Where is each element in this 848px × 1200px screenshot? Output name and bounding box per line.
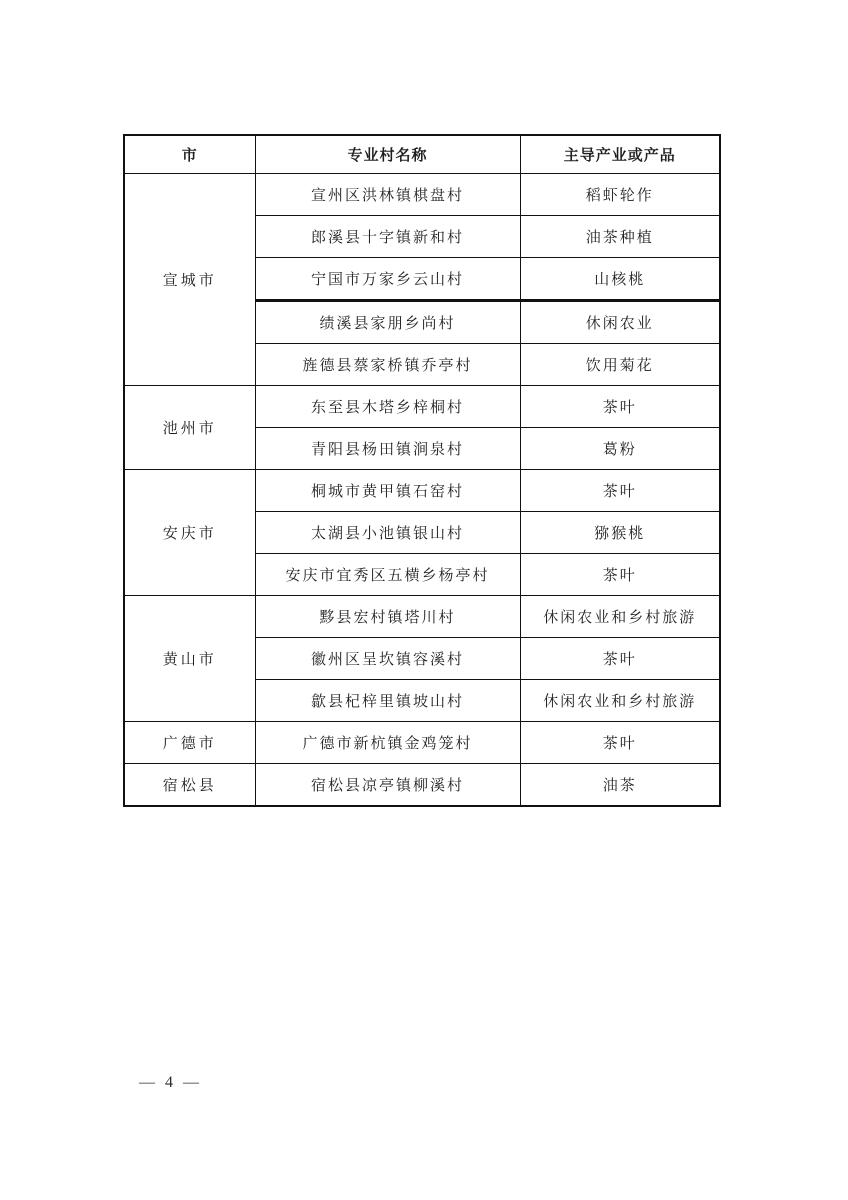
village-cell: 宣州区洪林镇棋盘村 — [255, 174, 520, 216]
column-header-industry: 主导产业或产品 — [520, 135, 720, 174]
village-cell: 绩溪县家朋乡尚村 — [255, 301, 520, 344]
industry-cell: 油茶种植 — [520, 216, 720, 258]
table-row — [124, 764, 720, 807]
table-row — [124, 174, 720, 216]
village-cell: 宁国市万家乡云山村 — [255, 258, 520, 301]
city-cell: 黄山市 — [124, 596, 255, 722]
industry-cell: 油茶 — [520, 764, 720, 807]
industry-cell: 休闲农业和乡村旅游 — [520, 680, 720, 722]
industry-cell: 茶叶 — [520, 470, 720, 512]
industry-cell: 茶叶 — [520, 638, 720, 680]
city-cell: 宿松县 — [124, 764, 255, 807]
village-cell: 东至县木塔乡梓桐村 — [255, 386, 520, 428]
industry-cell: 饮用菊花 — [520, 344, 720, 386]
table-header — [124, 135, 720, 174]
industry-cell: 茶叶 — [520, 722, 720, 764]
village-cell: 徽州区呈坎镇容溪村 — [255, 638, 520, 680]
villages-table — [123, 134, 721, 807]
industry-cell: 葛粉 — [520, 428, 720, 470]
village-cell: 歙县杞梓里镇坡山村 — [255, 680, 520, 722]
city-cell: 池州市 — [124, 386, 255, 470]
city-cell: 广德市 — [124, 722, 255, 764]
industry-cell: 稻虾轮作 — [520, 174, 720, 216]
page-number: — 4 — — [139, 1074, 202, 1091]
industry-cell: 休闲农业 — [520, 301, 720, 344]
village-cell: 青阳县杨田镇涧泉村 — [255, 428, 520, 470]
village-cell: 郎溪县十字镇新和村 — [255, 216, 520, 258]
city-cell: 宣城市 — [124, 174, 255, 386]
village-cell: 黟县宏村镇塔川村 — [255, 596, 520, 638]
column-header-city: 市 — [124, 135, 255, 174]
city-cell: 安庆市 — [124, 470, 255, 596]
table-row — [124, 386, 720, 428]
village-cell: 安庆市宜秀区五横乡杨亭村 — [255, 554, 520, 596]
industry-cell: 茶叶 — [520, 554, 720, 596]
village-cell: 太湖县小池镇银山村 — [255, 512, 520, 554]
table-row — [124, 596, 720, 638]
header-row — [124, 135, 720, 174]
village-cell: 桐城市黄甲镇石窑村 — [255, 470, 520, 512]
table-row — [124, 722, 720, 764]
column-header-village: 专业村名称 — [255, 135, 520, 174]
table-body — [124, 174, 720, 807]
industry-cell: 猕猴桃 — [520, 512, 720, 554]
table-row — [124, 470, 720, 512]
industry-cell: 休闲农业和乡村旅游 — [520, 596, 720, 638]
village-cell: 广德市新杭镇金鸡笼村 — [255, 722, 520, 764]
village-cell: 旌德县蔡家桥镇乔亭村 — [255, 344, 520, 386]
industry-cell: 茶叶 — [520, 386, 720, 428]
industry-cell: 山核桃 — [520, 258, 720, 301]
village-cell: 宿松县凉亭镇柳溪村 — [255, 764, 520, 807]
